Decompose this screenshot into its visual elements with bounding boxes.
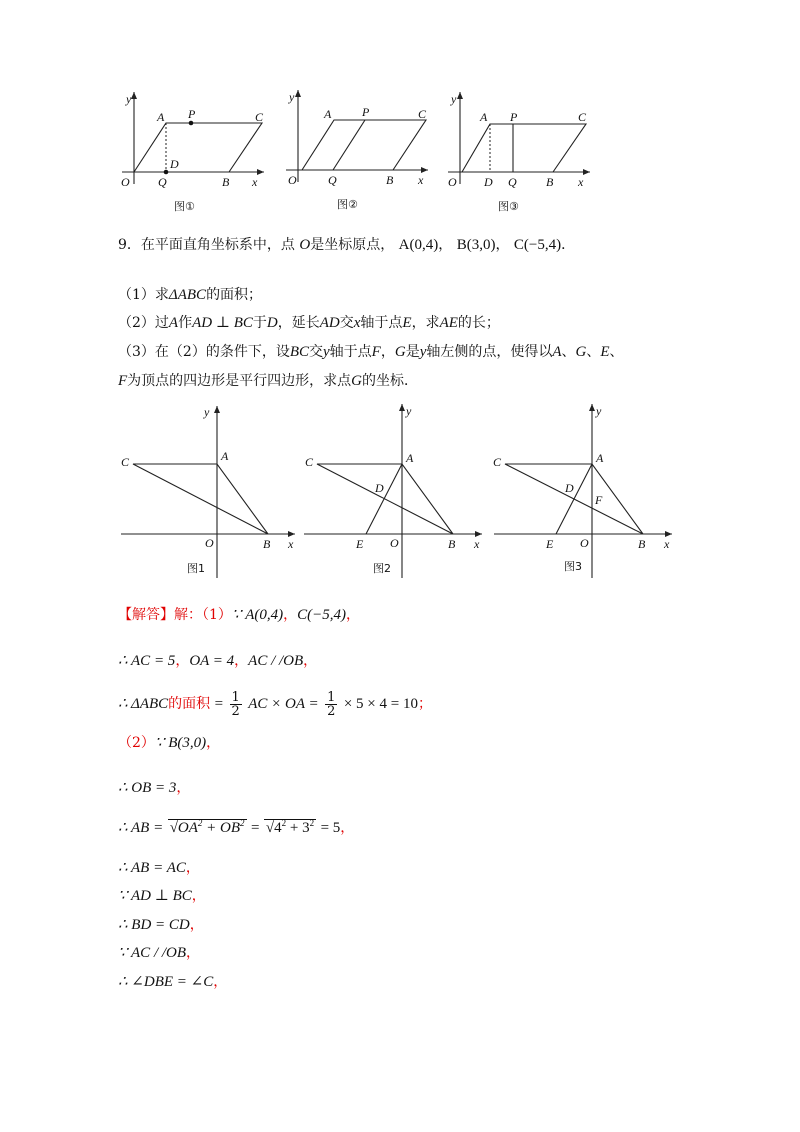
- question-2: [118, 314, 500, 332]
- sol-l8-math: ∵ AD ⊥ BC: [118, 888, 192, 904]
- label-q: Q: [158, 175, 167, 189]
- solution-label: 【解答】解：（1）: [118, 607, 232, 623]
- q3-i: 、: [609, 344, 624, 360]
- caption-3: 图③: [498, 200, 519, 213]
- figure-triangle-1: [115, 400, 305, 580]
- solution-head: [118, 606, 360, 624]
- q2-b: 作: [178, 315, 193, 331]
- stem-text-a: 在平面直角坐标系中，点: [140, 237, 295, 253]
- sol-l7-math: ∴ AB = AC: [118, 860, 186, 876]
- sol-l2-sep2: ，: [234, 653, 249, 669]
- stem-end: ．: [561, 237, 576, 253]
- label-o: O: [390, 536, 399, 550]
- q4-a: 为顶点的四边形是平行四边形，求点: [127, 373, 352, 389]
- label-b: B: [263, 537, 271, 551]
- q2-A: A: [168, 315, 179, 331]
- triangle-abc: [133, 464, 268, 534]
- sol-l3-pre: ∴ ΔABC: [118, 696, 169, 712]
- label-d: D: [484, 175, 493, 189]
- figure-1-parallelogram: [112, 88, 272, 218]
- sol-l6-sqrt2: $√4^2 + 3^2$: [265, 818, 315, 836]
- q2-x: x: [353, 315, 361, 331]
- sq3: 2: [281, 818, 287, 828]
- x-axis-arrow-icon: [583, 169, 590, 175]
- y-axis-arrow-icon: [214, 406, 220, 413]
- label-d: D: [565, 481, 574, 495]
- label-o: O: [448, 175, 457, 189]
- q4-F: F: [118, 373, 128, 389]
- y-axis-arrow-icon: [131, 92, 137, 99]
- q3-F: F: [371, 344, 381, 360]
- caption-fig3: 图3: [564, 560, 582, 573]
- q2-c: 于: [252, 315, 267, 331]
- point-p: [189, 121, 194, 126]
- label-a: A: [324, 107, 332, 121]
- solution-line-2: [118, 652, 317, 670]
- y-axis-arrow-icon: [399, 404, 405, 411]
- caption-1: 图①: [174, 200, 195, 213]
- figure-triangle-1-svg: [115, 400, 305, 580]
- solution-line-8: [118, 887, 206, 905]
- label-p: P: [362, 105, 370, 119]
- triangle-abc: [317, 464, 453, 534]
- label-c: C: [578, 110, 587, 124]
- sol-l1-end: ，: [346, 607, 360, 623]
- q2-E: E: [402, 315, 412, 331]
- figure-3-parallelogram: [440, 88, 600, 218]
- q3-A: A: [552, 344, 562, 360]
- sol-l6-sqrt1: $√OA^2 + OB^2$: [169, 818, 245, 836]
- label-o: O: [288, 173, 297, 187]
- label-o: O: [580, 536, 589, 550]
- sol-l8-end: ，: [191, 888, 206, 904]
- label-b: B: [386, 173, 394, 187]
- q3-y: y: [323, 344, 330, 360]
- label-o: O: [121, 175, 130, 189]
- frac2-den: 2: [327, 703, 336, 719]
- label-x: x: [664, 537, 670, 551]
- q2-d: ，延长: [277, 315, 320, 331]
- solution-line-5: [118, 779, 190, 797]
- label-a: A: [596, 451, 604, 465]
- solution-line-10: [118, 944, 200, 962]
- sep-2: ，: [495, 237, 510, 253]
- sol-l6-res: = 5: [320, 820, 341, 836]
- sol-l1-math2: C(−5,4): [297, 607, 346, 623]
- sol-l11-math: ∴ ∠DBE = ∠C: [118, 974, 214, 990]
- q3-h: 、: [586, 344, 601, 360]
- sol-l1-sep: ，: [283, 607, 298, 623]
- figure-triangle-2: [300, 400, 490, 580]
- rad1: OA: [177, 820, 198, 836]
- sol-l1-math: ∵ A(0,4): [231, 607, 284, 623]
- q2-D: D: [266, 315, 278, 331]
- label-q: Q: [328, 173, 337, 187]
- q3-e: 是: [405, 344, 420, 360]
- caption-fig2: 图2: [373, 562, 391, 575]
- q1-pre: （1）求: [118, 287, 169, 303]
- parallelogram-oabc: [302, 120, 426, 170]
- q3-G: G: [394, 344, 406, 360]
- segment-ae: [556, 464, 592, 534]
- sol-l5-end: ，: [176, 780, 191, 796]
- q2-AE: AE: [439, 315, 458, 331]
- label-b: B: [448, 537, 456, 551]
- problem-stem: [118, 236, 575, 254]
- problem-number: 9．: [118, 237, 141, 253]
- q1-triangle: ΔABC: [168, 287, 207, 303]
- caption-2: 图②: [337, 198, 358, 211]
- label-p: P: [188, 107, 196, 121]
- sep-1: ，: [438, 237, 453, 253]
- q3-a: （3）在（2）的条件下，设: [118, 344, 290, 360]
- frac2-num: 1: [327, 689, 336, 705]
- sol-l10-math: ∵ AC / /OB: [118, 945, 187, 961]
- label-p: P: [510, 110, 518, 124]
- solution-line-6: [118, 814, 354, 837]
- parallelogram-oabc: [134, 123, 262, 172]
- label-x: x: [418, 173, 424, 187]
- q3-y2: y: [419, 344, 427, 360]
- sol-l3-end: ；: [417, 696, 432, 712]
- sol-l2-sep: ，: [175, 653, 190, 669]
- sol-l10-end: ，: [186, 945, 201, 961]
- solution-line-4: [118, 734, 220, 752]
- q2-perp: AD ⊥ BC: [192, 315, 253, 331]
- sol-l9-end: ，: [189, 917, 204, 933]
- label-y: y: [596, 404, 602, 418]
- q1-post: 的面积；: [206, 287, 263, 303]
- y-axis-arrow-icon: [589, 404, 595, 411]
- label-e: E: [356, 537, 364, 551]
- sol-l4-end: ，: [206, 735, 221, 751]
- label-y: y: [451, 92, 457, 106]
- label-y: y: [289, 90, 295, 104]
- label-c: C: [493, 455, 502, 469]
- sol-l3-frac2: [325, 691, 337, 718]
- q2-g: ，求: [411, 315, 440, 331]
- figure-3-svg: [440, 88, 600, 218]
- q3-f: 轴左侧的点，使得以: [426, 344, 553, 360]
- q2-f: 轴于点: [360, 315, 403, 331]
- q3-G2: G: [575, 344, 587, 360]
- label-c: C: [418, 107, 427, 121]
- label-x: x: [252, 175, 258, 189]
- segment-pq: [333, 120, 365, 170]
- stem-text-b: 是坐标原点，: [310, 237, 395, 253]
- sol-l3-red: 的面积: [168, 696, 211, 712]
- q2-a: （2）过: [118, 315, 169, 331]
- label-a: A: [480, 110, 488, 124]
- label-a: A: [406, 451, 414, 465]
- figure-triangle-2-svg: [300, 400, 490, 580]
- label-y: y: [126, 92, 132, 106]
- figure-2-svg: [280, 88, 440, 218]
- sol-l4-math: ∵ B(3,0): [154, 735, 207, 751]
- label-c: C: [255, 110, 264, 124]
- sol-l3-mid: AC × OA =: [248, 696, 319, 712]
- sol-l6-end: ，: [340, 820, 355, 836]
- label-y: y: [204, 405, 210, 419]
- segment-ae: [366, 464, 402, 534]
- sol-l2-math2: OA = 4: [189, 653, 235, 669]
- parallelogram-oabc: [462, 124, 586, 172]
- stem-origin: O: [299, 237, 311, 253]
- sol-l2-end: ，: [303, 653, 318, 669]
- point-a-coord: A(0,4): [398, 237, 439, 253]
- q3-b: 交: [309, 344, 323, 360]
- sol-l3-frac1: [230, 691, 242, 718]
- sol-l4-head: （2）: [118, 735, 155, 751]
- q2-AD: AD: [319, 315, 340, 331]
- q3-E: E: [600, 344, 610, 360]
- q3-d: ，: [380, 344, 395, 360]
- q4-G: G: [351, 373, 363, 389]
- sq2: 2: [240, 818, 245, 828]
- label-f: F: [595, 493, 603, 507]
- solution-line-9: [118, 916, 204, 934]
- label-a: A: [221, 449, 229, 463]
- sol-l5-math: ∴ OB = 3: [118, 780, 177, 796]
- x-axis-arrow-icon: [257, 169, 264, 175]
- label-b: B: [222, 175, 230, 189]
- point-q: [164, 170, 169, 175]
- label-a: A: [157, 110, 165, 124]
- caption-fig1: 图1: [187, 562, 205, 575]
- q2-h: 的长；: [457, 315, 500, 331]
- question-3: [118, 343, 624, 361]
- label-b: B: [638, 537, 646, 551]
- label-q: Q: [508, 175, 517, 189]
- sq4: 2: [309, 818, 315, 828]
- rad4: + 3: [286, 820, 310, 836]
- label-e: E: [546, 537, 554, 551]
- sol-l6-eq: =: [251, 820, 260, 836]
- frac1-den: 2: [231, 703, 240, 719]
- sol-l9-math: ∴ BD = CD: [118, 917, 190, 933]
- label-y: y: [406, 404, 412, 418]
- rad2: + OB: [202, 820, 241, 836]
- q2-e: 交: [339, 315, 354, 331]
- y-axis-arrow-icon: [295, 90, 301, 97]
- sol-l3-endmath: × 5 × 4 = 10: [343, 696, 418, 712]
- figure-triangle-3-svg: [490, 400, 680, 580]
- sq1: 2: [197, 818, 203, 828]
- rad3: 4: [274, 820, 282, 836]
- label-d: D: [375, 481, 384, 495]
- label-c: C: [121, 455, 130, 469]
- frac1-num: 1: [231, 689, 240, 705]
- y-axis-arrow-icon: [457, 92, 463, 99]
- label-o: O: [205, 536, 214, 550]
- sol-l3-eq: =: [214, 696, 224, 712]
- point-c-coord: C(−5,4): [513, 237, 562, 253]
- sol-l7-end: ，: [185, 860, 200, 876]
- sol-l6-a: ∴ AB =: [118, 820, 164, 836]
- sol-l11-end: ，: [213, 974, 228, 990]
- question-1: [118, 286, 262, 304]
- figure-triangle-3: [490, 400, 680, 580]
- solution-line-11: [118, 973, 227, 991]
- point-b-coord: B(3,0): [456, 237, 496, 253]
- label-d: D: [170, 157, 179, 171]
- label-x: x: [288, 537, 294, 551]
- solution-line-7: [118, 859, 200, 877]
- q4-b: 的坐标．: [362, 373, 419, 389]
- sol-l2-math: ∴ AC = 5: [118, 653, 176, 669]
- label-x: x: [474, 537, 480, 551]
- q3-c: 轴于点: [329, 344, 372, 360]
- figure-1-svg: [112, 88, 272, 218]
- label-c: C: [305, 455, 314, 469]
- question-3-cont: [118, 372, 418, 390]
- label-x: x: [578, 175, 584, 189]
- solution-line-3: [118, 688, 432, 720]
- q3-BC: BC: [289, 344, 309, 360]
- q3-g: 、: [561, 344, 576, 360]
- figure-2-parallelogram: [280, 88, 440, 218]
- sol-l2-math3: AC / /OB: [248, 653, 304, 669]
- label-b: B: [546, 175, 554, 189]
